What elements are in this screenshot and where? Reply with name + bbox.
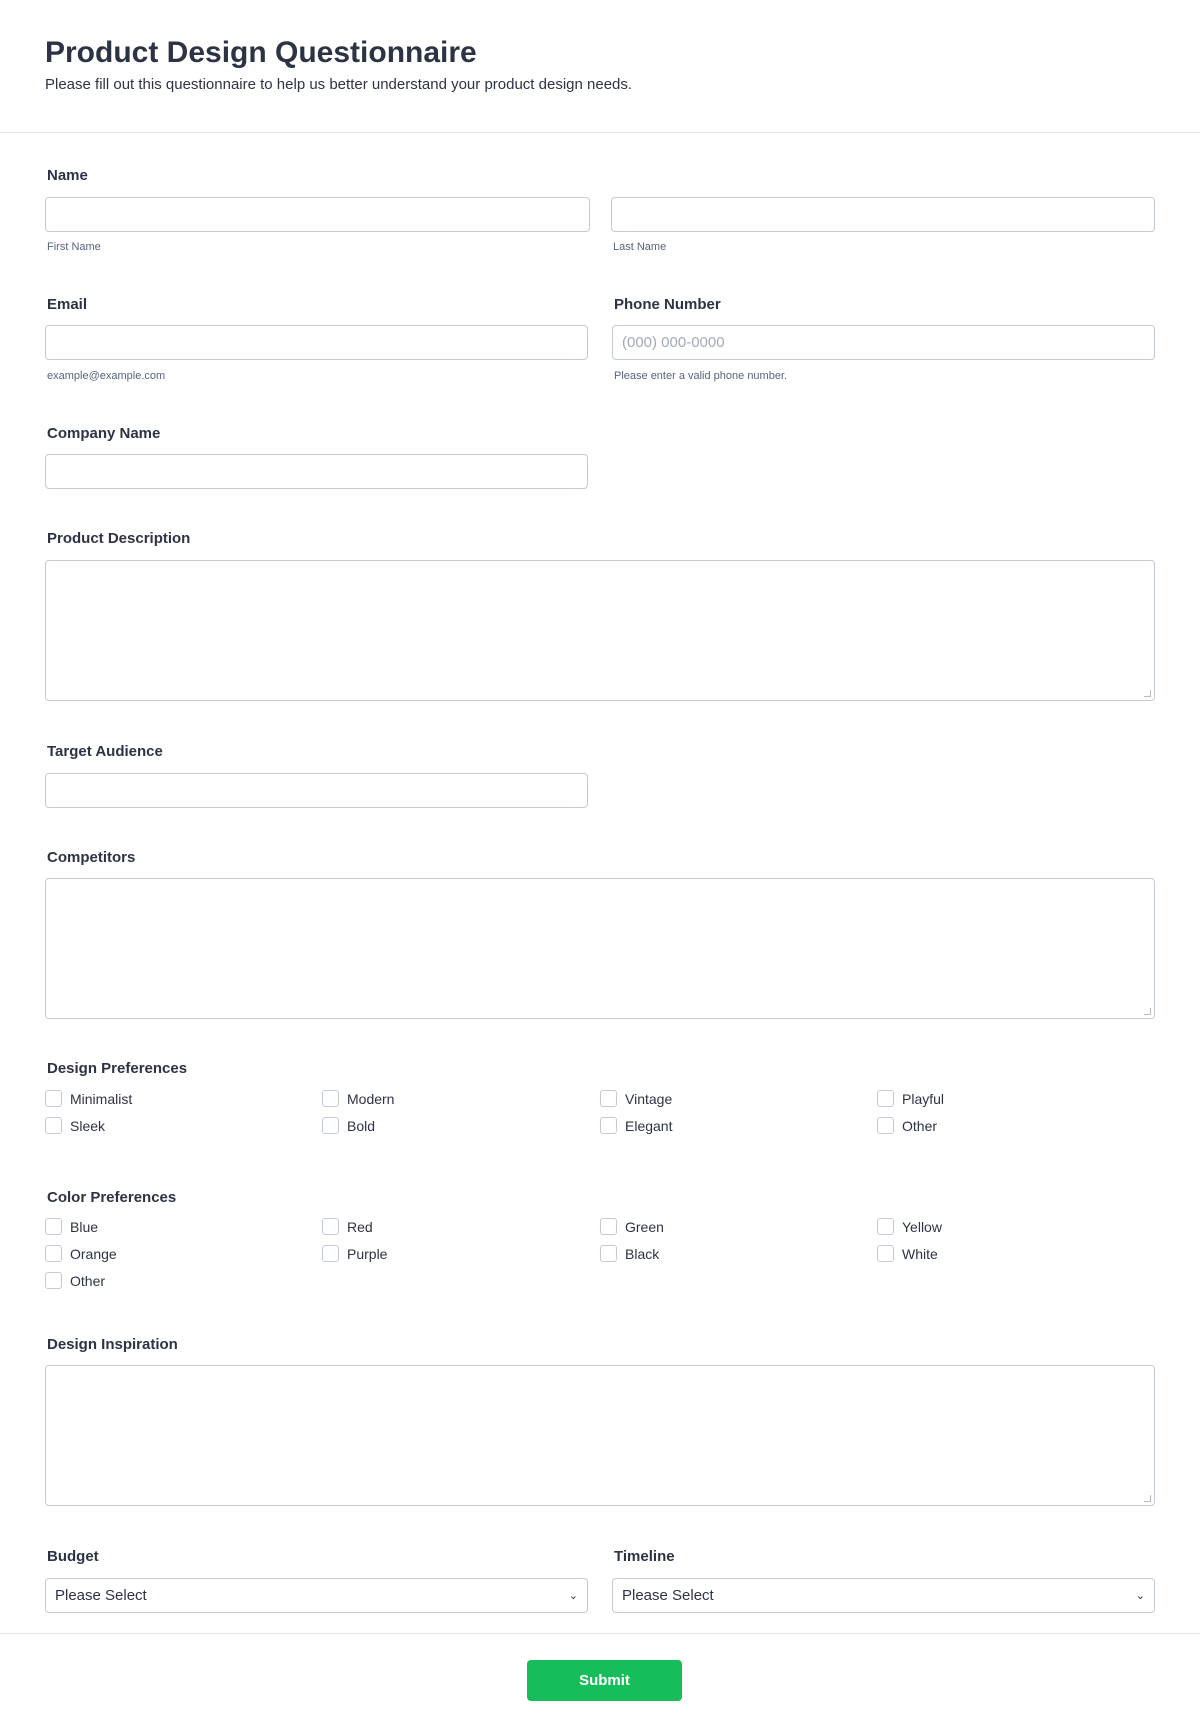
checkbox-label: Vintage <box>625 1090 673 1107</box>
phone-input[interactable] <box>612 325 1155 360</box>
resize-handle-icon[interactable] <box>1144 1008 1151 1015</box>
checkbox[interactable] <box>45 1245 62 1262</box>
product-description-label: Product Description <box>47 530 191 547</box>
checkbox[interactable] <box>877 1218 894 1235</box>
color-preferences-label: Color Preferences <box>47 1189 177 1206</box>
checkbox-option[interactable] <box>45 1245 117 1262</box>
checkbox-label: Playful <box>902 1090 945 1107</box>
checkbox-option[interactable] <box>600 1117 672 1134</box>
checkbox-label: Minimalist <box>70 1090 133 1107</box>
target-audience-input[interactable] <box>45 773 588 808</box>
design-preferences-label: Design Preferences <box>47 1060 188 1077</box>
checkbox[interactable] <box>600 1245 617 1262</box>
checkbox[interactable] <box>877 1245 894 1262</box>
checkbox-option[interactable] <box>45 1117 105 1134</box>
timeline-label: Timeline <box>614 1548 675 1565</box>
page-title: Product Design Questionnaire <box>45 36 477 69</box>
checkbox-option[interactable] <box>322 1117 375 1134</box>
resize-handle-icon[interactable] <box>1144 1495 1151 1502</box>
design-inspiration-label: Design Inspiration <box>47 1336 178 1353</box>
checkbox-option[interactable] <box>45 1272 105 1289</box>
checkbox-option[interactable] <box>322 1245 387 1262</box>
checkbox-option[interactable] <box>322 1090 394 1107</box>
checkbox[interactable] <box>322 1245 339 1262</box>
checkbox-label: Modern <box>347 1090 395 1107</box>
checkbox-option[interactable] <box>322 1218 373 1235</box>
company-input[interactable] <box>45 454 588 489</box>
submit-button[interactable]: Submit <box>527 1660 682 1701</box>
checkbox[interactable] <box>45 1272 62 1289</box>
checkbox[interactable] <box>600 1117 617 1134</box>
checkbox[interactable] <box>45 1090 62 1107</box>
checkbox-option[interactable] <box>877 1245 938 1262</box>
budget-selected: Please Select <box>55 1587 147 1604</box>
phone-label: Phone Number <box>614 296 721 313</box>
competitors-textarea[interactable] <box>45 878 1155 1019</box>
checkbox-option[interactable] <box>600 1218 664 1235</box>
last-name-input[interactable] <box>611 197 1155 232</box>
checkbox-label: Orange <box>70 1245 117 1262</box>
chevron-down-icon: ⌄ <box>1135 1590 1145 1602</box>
last-name-sublabel: Last Name <box>613 241 667 253</box>
first-name-sublabel: First Name <box>47 241 101 253</box>
checkbox[interactable] <box>600 1218 617 1235</box>
resize-handle-icon[interactable] <box>1144 690 1151 697</box>
checkbox-option[interactable] <box>600 1245 659 1262</box>
checkbox-label: Sleek <box>70 1117 106 1134</box>
phone-placeholder: (000) 000-0000 <box>622 334 725 351</box>
company-label: Company Name <box>47 425 161 442</box>
email-label: Email <box>47 296 88 313</box>
checkbox[interactable] <box>877 1117 894 1134</box>
checkbox-option[interactable] <box>877 1117 937 1134</box>
email-sublabel: example@example.com <box>47 370 166 382</box>
checkbox-label: Red <box>347 1218 373 1235</box>
checkbox-label: Blue <box>70 1218 99 1235</box>
checkbox[interactable] <box>322 1117 339 1134</box>
phone-sublabel: Please enter a valid phone number. <box>614 370 788 382</box>
timeline-select[interactable] <box>612 1578 1155 1613</box>
checkbox[interactable] <box>877 1090 894 1107</box>
email-input[interactable] <box>45 325 588 360</box>
budget-label: Budget <box>47 1548 99 1565</box>
first-name-input[interactable] <box>45 197 590 232</box>
checkbox[interactable] <box>322 1218 339 1235</box>
checkbox-label: Other <box>902 1117 938 1134</box>
timeline-selected: Please Select <box>622 1587 714 1604</box>
checkbox-label: Yellow <box>902 1218 942 1235</box>
checkbox-option[interactable] <box>877 1090 944 1107</box>
page-subtitle: Please fill out this questionnaire to help us better understand your product design needs. <box>45 76 633 93</box>
checkbox[interactable] <box>600 1090 617 1107</box>
competitors-label: Competitors <box>47 849 136 866</box>
checkbox-label: Bold <box>347 1117 376 1134</box>
checkbox[interactable] <box>45 1117 62 1134</box>
checkbox-option[interactable] <box>45 1090 132 1107</box>
design-inspiration-textarea[interactable] <box>45 1365 1155 1506</box>
header-divider <box>0 132 1200 133</box>
checkbox-label: Green <box>625 1218 664 1235</box>
checkbox[interactable] <box>322 1090 339 1107</box>
chevron-down-icon: ⌄ <box>568 1590 578 1602</box>
footer-divider <box>0 1633 1200 1634</box>
checkbox-label: Black <box>625 1245 660 1262</box>
budget-select[interactable] <box>45 1578 588 1613</box>
product-description-textarea[interactable] <box>45 560 1155 701</box>
checkbox-label: Other <box>70 1272 106 1289</box>
checkbox-label: Elegant <box>625 1117 673 1134</box>
checkbox-label: Purple <box>347 1245 388 1262</box>
checkbox-option[interactable] <box>45 1218 98 1235</box>
target-audience-label: Target Audience <box>47 743 163 760</box>
checkbox-option[interactable] <box>877 1218 942 1235</box>
checkbox-label: White <box>902 1245 938 1262</box>
name-label: Name <box>47 167 88 184</box>
checkbox[interactable] <box>45 1218 62 1235</box>
checkbox-option[interactable] <box>600 1090 672 1107</box>
